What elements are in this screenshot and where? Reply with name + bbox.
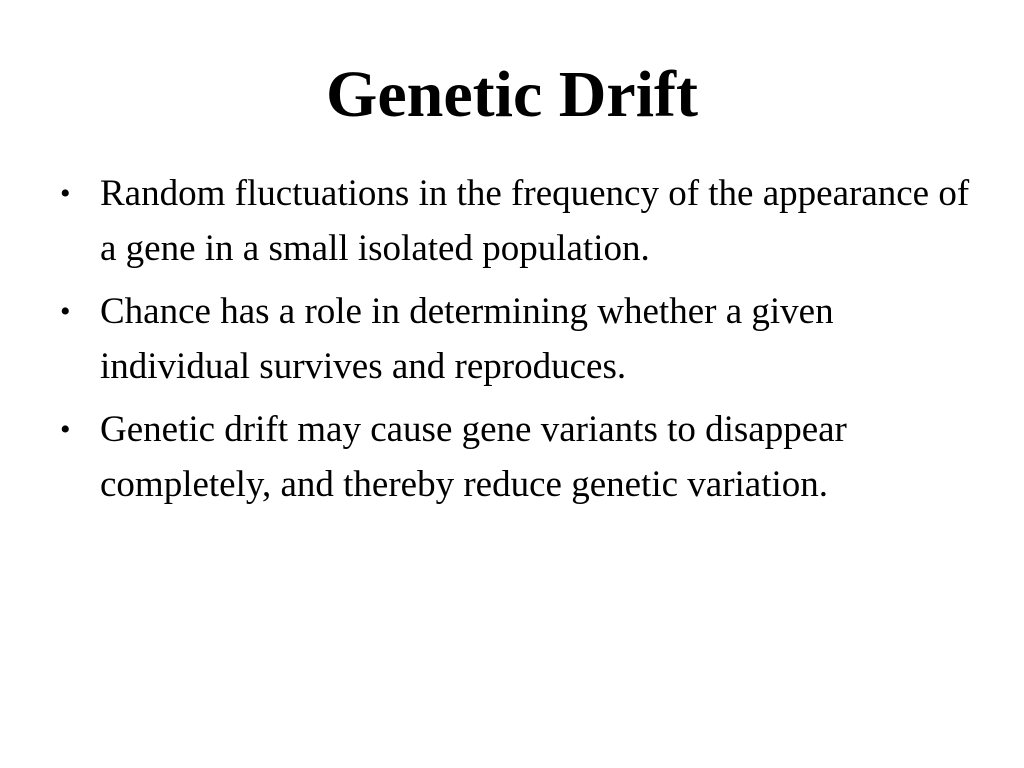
slide-title: Genetic Drift [326,58,698,131]
bullet-icon: • [60,177,71,210]
bullet-list [60,166,980,520]
bullet-text: Genetic drift may cause gene variants to disappear completely, and thereby reduce genetic variation. [100,409,847,505]
bullet-text: Random fluctuations in the frequency of the appearance of a gene in a small isolated population. [100,173,970,269]
bullet-icon: • [60,295,71,328]
bullet-icon: • [60,413,71,446]
bullet-item [60,402,980,512]
bullet-text: Chance has a role in determining whether a given individual survives and reproduces. [100,291,834,387]
bullet-item [60,166,980,276]
bullet-item [60,284,980,394]
